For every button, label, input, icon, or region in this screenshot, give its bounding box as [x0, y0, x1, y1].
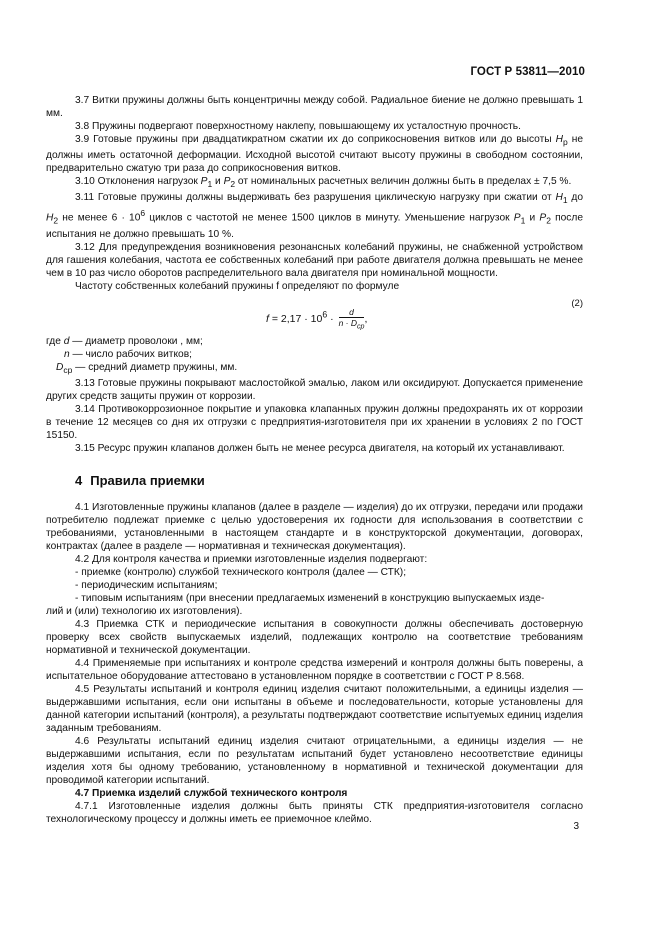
formula-definitions [46, 335, 583, 377]
def-dcp: $D_{ср}$ — средний диаметр пружины, мм. [56, 361, 238, 375]
section-4-heading: 4 Правила приемки [75, 472, 205, 488]
clause-3-8: 3.8 Пружины подвергают поверхностному наклепу, повышающему их усталостную прочность. [75, 121, 521, 132]
doc-header: ГОСТ Р 53811—2010 [470, 66, 585, 78]
formula-expression: $f = 2,17 \cdot 10^6$ · $\frac{d}{n \cdot D_{ср}}$ , [266, 306, 368, 331]
page-number: 3 [573, 821, 579, 832]
clause-3-10: 3.10 Отклонения нагрузок $P_1$ и $P_2$ от номинальных расчетных величин должны быть в пределах ± 7,5 %. [75, 176, 572, 190]
list-item: - типовым испытаниям (при внесении предлагаемых изменений в конструкцию выпускаемых изде- [75, 592, 545, 604]
list-item-continuation: лий и (или) технологию их изготовления). [46, 605, 243, 617]
clause-3-14: 3.14 Противокоррозионное покрытие и упаковка клапанных пружин должны предохранять их от коррозии в течение 12 месяцев со дня их отгрузки с предприятия-изготовителя при их хранении в условиях 2 по ГОСТ 15150. [46, 403, 583, 441]
formula-fraction: $\frac{d}{n \cdot D_{ср}}$ [338, 306, 365, 331]
clause-4-6: 4.6 Результаты испытаний единиц изделия считают отрицательными, а единицы изделия — не выдержавшими испытания, если по результатам испытаний будет установлено несоответствие единицы изделия хотя бы одному требованию, установленному в нормативной и технической документации для проводимой категории испытаний. [46, 735, 583, 786]
clause-4-5: 4.5 Результаты испытаний и контроля единиц изделия считают положительными, а единицы изделия — выдержавшими испытания, если они испытаны в объеме и последовательности, которые установлены для данной категории испытаний (контроля), а результаты подтверждают соответствие испытуемых единиц изделия заданным требованиям. [46, 683, 583, 734]
clause-3-13: 3.13 Готовые пружины покрывают маслостойкой эмалью, лаком или оксидируют. Допускается применение других средств защиты пружин от коррозии. [46, 377, 583, 402]
def-d: где d — диаметр проволоки , мм; [46, 335, 203, 347]
clause-4-3: 4.3 Приемка СТК и периодические испытания в совокупности должны обеспечивать достоверную проверку всех свойств выпускаемых изделий, подлежащих контролю на соответствие требованиям нормативной и технической документации. [46, 618, 583, 656]
list-item: - приемке (контролю) службой технического контроля (далее — СТК); [75, 566, 407, 578]
formula-2 [46, 297, 583, 331]
clause-4-2: 4.2 Для контроля качества и приемки изготовленные изделия подвергают: [75, 553, 428, 565]
formula-number: (2) [571, 297, 583, 309]
list-item: - периодическим испытаниям; [75, 579, 218, 591]
clause-3-11: 3.11 Готовые пружины должны выдерживать без разрушения циклическую нагрузку при сжатии от $H_1$ до $H_2$ не менее $6 \cdot 10^6$ циклов с частотой не менее 1500 циклов в минуту. Уменьшение нагрузок $P_1$ и $P_2$ после испытания не должно превышать 10 %. [46, 192, 583, 240]
document-body [46, 94, 583, 826]
clause-3-12: 3.12 Для предупреждения возникновения резонансных колебаний пружины, не снабженной устройством для гашения колебания, частота ее собственных колебаний при работе двигателя должна превышать не менее чем в 10 раз число оборотов распределительного вала двигателя при номинальной мощности. [46, 241, 583, 279]
clause-4-7-1: 4.7.1 Изготовленные изделия должны быть приняты СТК предприятия-изготовителя согласно технологическому процессу и должны иметь ее приемочное клеймо. [46, 800, 583, 825]
clause-3-7: 3.7 Витки пружины должны быть концентричны между собой. Радиальное биение не должно превышать 1 мм. [46, 95, 583, 119]
clause-3-9: 3.9 Готовые пружины при двадцатикратном сжатии их до соприкосновения витков или до высоты $H_p$ не должны иметь остаточной деформации. Исходной высотой считают высоту пружины в свободном состоянии, предварительно сжатую три раза до соприкосновения витков. [46, 134, 583, 175]
formula-intro: Частоту собственных колебаний пружины f определяют по формуле [75, 280, 400, 292]
clause-4-7-heading: 4.7 Приемка изделий службой технического контроля [75, 787, 348, 799]
clause-4-4: 4.4 Применяемые при испытаниях и контроле средства измерений и контроля должны быть поверены, а испытательное оборудование аттестовано в установленном порядке в соответствии с ГОСТ Р 8.568. [46, 657, 583, 682]
clause-3-15: 3.15 Ресурс пружин клапанов должен быть не менее ресурса двигателя, на который их устанавливают. [75, 442, 565, 454]
clause-4-1: 4.1 Изготовленные пружины клапанов (далее в разделе — изделия) до их отгрузки, передачи или продажи потребителю подлежат приемке с целью удостоверения их годности для использования в соответствии с требованиями, установленными в настоящем стандарте и в конструкторской документации, договорах, контрактах (далее в разделе — нормативная и техническая документация). [46, 501, 583, 552]
def-n: n — число рабочих витков; [64, 348, 192, 360]
